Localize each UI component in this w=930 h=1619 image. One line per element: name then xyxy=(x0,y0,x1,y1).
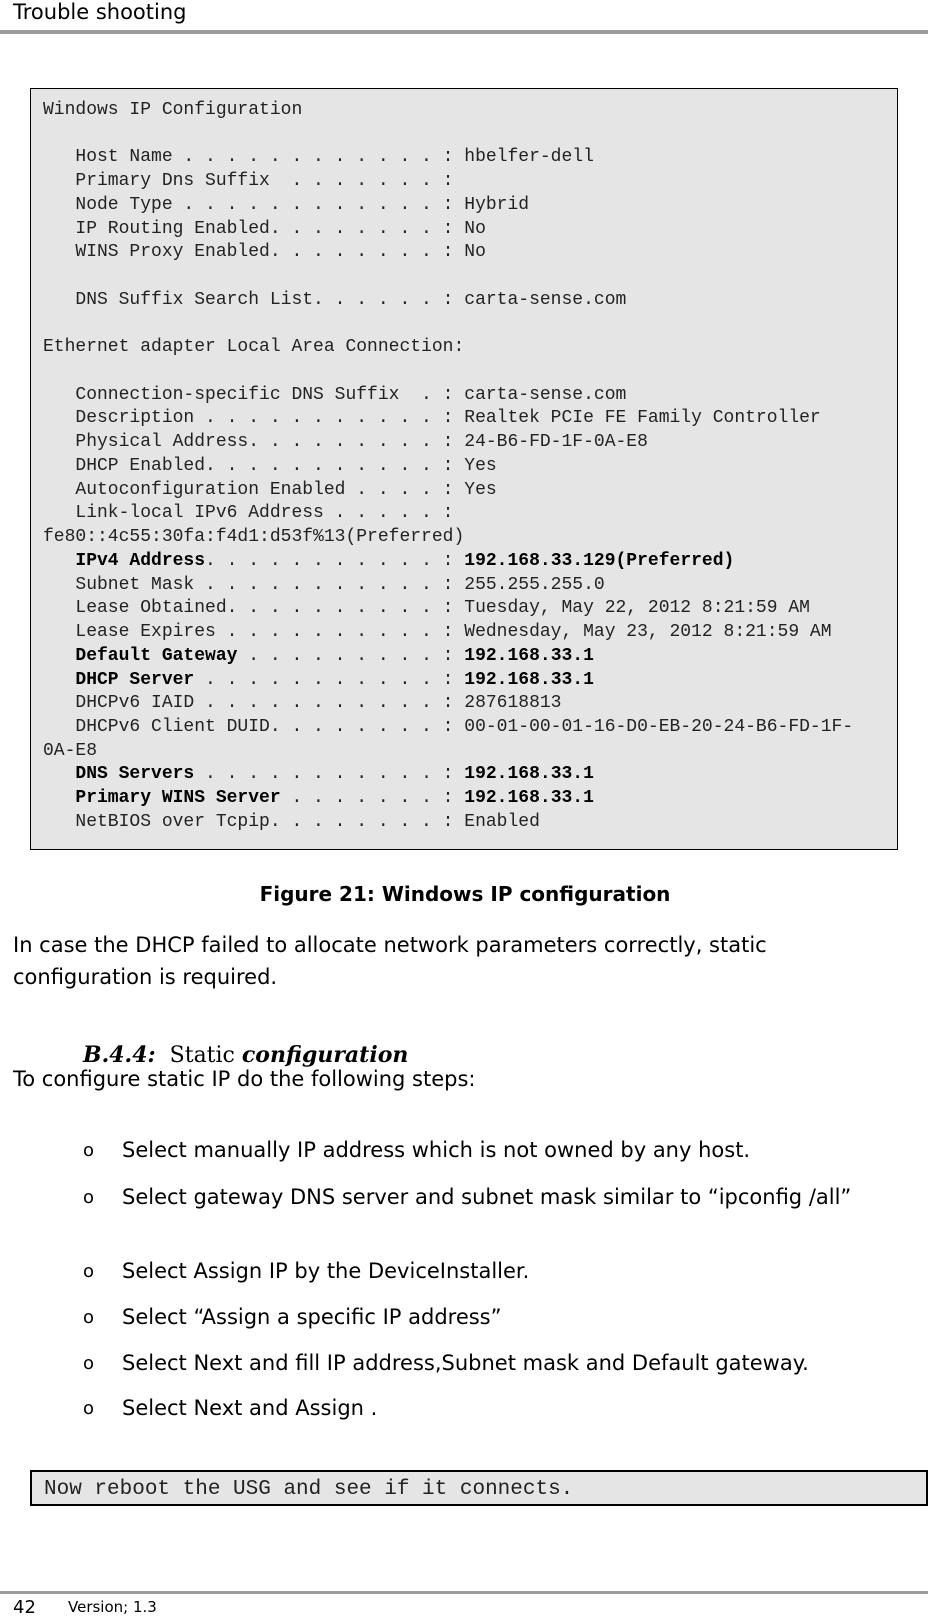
bullet-circle-icon: o xyxy=(83,1187,95,1208)
code-line xyxy=(43,646,594,666)
code-segment: WINS Proxy Enabled. . . . . . . . : No xyxy=(43,242,486,263)
step-text: Select Next and Assign . xyxy=(122,1396,378,1420)
code-segment: DNS Suffix Search List. . . . . . : carta-sense.com xyxy=(43,289,627,310)
code-line xyxy=(43,717,853,737)
code-line xyxy=(43,432,648,452)
code-line xyxy=(43,503,453,523)
code-line xyxy=(43,171,453,191)
code-segment: Host Name . . . . . . . . . . . . : hbelfer-dell xyxy=(43,147,594,168)
code-bold-segment: Primary WINS Server xyxy=(75,788,281,809)
section-word-configuration: configuration xyxy=(241,1042,409,1068)
figure-caption: Figure 21: Windows IP configuration xyxy=(259,882,671,906)
header-divider xyxy=(0,30,928,34)
code-segment: DHCP Enabled. . . . . . . . . . . : Yes xyxy=(43,455,497,476)
footer-divider xyxy=(0,1591,928,1594)
code-segment: . . . . . . . . . . . : xyxy=(205,550,465,571)
code-line xyxy=(43,456,497,476)
bullet-circle-icon: o xyxy=(83,1353,95,1374)
code-segment: Link-local IPv6 Address . . . . . : xyxy=(43,503,454,524)
code-segment xyxy=(43,670,75,690)
code-segment: Node Type . . . . . . . . . . . . : Hybrid xyxy=(43,194,530,215)
code-segment: Lease Expires . . . . . . . . . . : Wednesday, May 23, 2012 8:21:59 AM xyxy=(43,622,832,643)
code-segment: IP Routing Enabled. . . . . . . . : No xyxy=(43,218,486,239)
code-line xyxy=(43,622,832,642)
code-segment: 0A-E8 xyxy=(43,740,98,761)
code-line xyxy=(43,242,486,262)
code-bold-segment: 192.168.33.1 xyxy=(464,764,594,785)
code-line xyxy=(43,670,594,690)
code-line xyxy=(43,575,605,595)
code-segment xyxy=(43,764,75,784)
code-segment: . . . . . . . . . . . : xyxy=(194,669,465,690)
code-segment: Primary Dns Suffix . . . . . . . : xyxy=(43,171,454,192)
code-line xyxy=(43,219,486,239)
code-line xyxy=(43,741,97,761)
code-segment: . . . . . . . . . . . : xyxy=(194,764,465,785)
code-segment: NetBIOS over Tcpip. . . . . . . . : Enabled xyxy=(43,811,540,832)
code-bold-segment: 192.168.33.1 xyxy=(464,788,594,809)
code-segment xyxy=(43,551,75,571)
step-text: Select manually IP address which is not owned by any host. xyxy=(122,1138,751,1162)
code-line xyxy=(43,693,561,713)
code-bold-segment: DHCP Server xyxy=(75,669,195,690)
bullet-circle-icon: o xyxy=(83,1261,95,1282)
code-line xyxy=(43,147,594,167)
section-word-static: Static xyxy=(169,1043,235,1068)
code-line xyxy=(43,195,529,215)
section-number: B.4.4: xyxy=(83,1042,156,1068)
code-segment: DHCPv6 IAID . . . . . . . . . . . : 287618813 xyxy=(43,693,562,714)
step-text: Select gateway DNS server and subnet mask similar to “ipconfig /all” xyxy=(122,1185,852,1209)
steps-intro: To configure static IP do the following steps: xyxy=(13,1067,476,1091)
step-text: Select “Assign a specific IP address” xyxy=(122,1305,502,1329)
code-line xyxy=(43,408,821,428)
code-segment: Ethernet adapter Local Area Connection: xyxy=(43,337,465,358)
code-line xyxy=(43,337,464,357)
code-line xyxy=(43,551,734,571)
code-bold-segment: IPv4 Address xyxy=(75,550,206,571)
code-segment: Lease Obtained. . . . . . . . . . : Tuesday, May 22, 2012 8:21:59 AM xyxy=(43,598,810,619)
code-segment: . . . . . . . . . : xyxy=(237,645,465,666)
note-box xyxy=(30,1470,928,1506)
code-segment: Description . . . . . . . . . . . : Realtek PCIe FE Family Controller xyxy=(43,408,821,429)
code-segment xyxy=(43,788,75,808)
code-segment: Connection-specific DNS Suffix . : carta-sense.com xyxy=(43,384,627,405)
step-text: Select Next and fill IP address,Subnet mask and Default gateway. xyxy=(122,1351,809,1375)
code-segment: . . . . . . . : xyxy=(280,788,465,809)
code-segment: Windows IP Configuration xyxy=(43,100,303,120)
code-segment xyxy=(43,646,75,666)
code-segment: Subnet Mask . . . . . . . . . . . : 255.255.255.0 xyxy=(43,574,605,595)
document-version: Version; 1.3 xyxy=(68,1598,157,1616)
code-line xyxy=(43,100,302,120)
code-line xyxy=(43,527,464,547)
bullet-circle-icon: o xyxy=(83,1398,95,1419)
code-segment: fe80::4c55:30fa:f4d1:d53f%13(Preferred) xyxy=(43,527,465,548)
code-segment: Autoconfiguration Enabled . . . . : Yes xyxy=(43,479,497,500)
code-bold-segment: 192.168.33.1 xyxy=(464,669,594,690)
note-text: Now reboot the USG and see if it connects. xyxy=(44,1478,574,1501)
code-bold-segment: 192.168.33.129(Preferred) xyxy=(464,550,735,571)
bullet-circle-icon: o xyxy=(83,1140,95,1161)
code-bold-segment: 192.168.33.1 xyxy=(464,645,594,666)
code-line xyxy=(43,764,594,784)
step-text: Select Assign IP by the DeviceInstaller. xyxy=(122,1259,530,1283)
code-line xyxy=(43,385,626,405)
code-segment: Physical Address. . . . . . . . . : 24-B6-FD-1F-0A-E8 xyxy=(43,432,648,453)
page-header-title: Trouble shooting xyxy=(13,0,187,24)
code-segment: DHCPv6 Client DUID. . . . . . . . : 00-01-00-01-16-D0-EB-20-24-B6-FD-1F- xyxy=(43,716,854,737)
intro-paragraph: In case the DHCP failed to allocate network parameters correctly, static configuration is required. xyxy=(13,933,767,989)
ipconfig-output-box xyxy=(30,88,898,850)
page-number: 42 xyxy=(13,1597,36,1618)
code-line xyxy=(43,290,626,310)
code-line xyxy=(43,812,540,832)
code-bold-segment: DNS Servers xyxy=(75,764,195,785)
code-line xyxy=(43,598,810,618)
code-line xyxy=(43,480,497,500)
bullet-circle-icon: o xyxy=(83,1307,95,1328)
code-line xyxy=(43,788,594,808)
code-bold-segment: Default Gateway xyxy=(75,645,238,666)
